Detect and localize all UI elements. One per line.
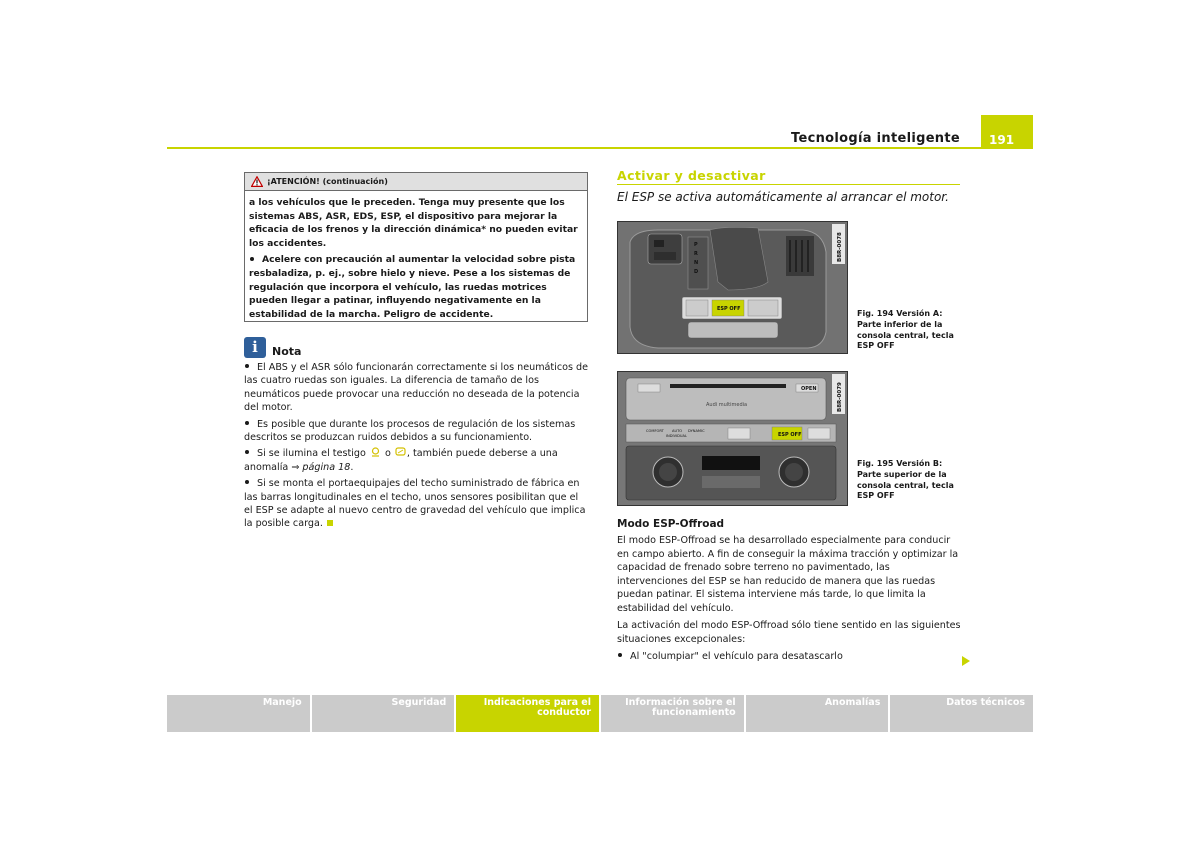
console-upper-illustration (618, 372, 847, 505)
nota-body (244, 361, 589, 534)
page-number: 191 (981, 115, 1033, 149)
auto-label: AUTO (672, 429, 683, 433)
offroad-bullet (617, 650, 962, 664)
nota-item-text: Es posible que durante los procesos de regulación de los sistemas descritos se produzcan ruidos debidos a su funcionamiento. (244, 418, 576, 444)
bullet-icon (245, 364, 249, 368)
offroad-heading: Modo ESP-Offroad (617, 518, 725, 530)
gear-d-label: D (694, 269, 699, 275)
figure-code: B8R-0078 (837, 232, 843, 262)
bullet-icon (245, 480, 249, 484)
individual-label: INDIVIDUAL (666, 434, 687, 438)
nota-item-text: o (384, 448, 391, 460)
end-marker-icon (327, 520, 333, 526)
warning-header (245, 173, 587, 191)
heading-rule (617, 184, 960, 185)
info-icon: i (244, 337, 266, 358)
gear-n-label: N (694, 260, 699, 266)
esp-warning-icon (395, 447, 406, 457)
nav-tab-indicaciones[interactable]: Indicaciones para el conductor (456, 695, 599, 732)
nota-item-text: Si se ilumina el testigo (257, 448, 366, 460)
bullet-icon (245, 450, 249, 454)
nota-item-text: . (350, 461, 354, 473)
nav-tab-manejo[interactable]: Manejo (167, 695, 310, 732)
figure-194 (617, 221, 848, 354)
continue-arrow-icon[interactable] (962, 656, 970, 666)
figure-195 (617, 371, 848, 506)
nav-tab-informacion[interactable]: Información sobre el funcionamiento (601, 695, 744, 732)
figure-code: B8R-0079 (837, 382, 843, 412)
offroad-bullet-text: Al "columpiar" el vehículo para desatascarlo (630, 651, 843, 662)
offroad-body (617, 534, 962, 668)
header-rule (167, 147, 1033, 149)
nota-item (244, 447, 589, 474)
comfort-label: COMFORT (646, 429, 664, 433)
bullet-icon (245, 421, 249, 425)
nota-item-text: El ABS y el ASR sólo funcionarán correctamente si los neumáticos de las cuatro ruedas son iguales. La diferencia de tamaño de los neumáticos puede provocar una reducción no deseada de la potencia del motor. (244, 362, 589, 414)
offroad-paragraph: La activación del modo ESP-Offroad sólo tiene sentido en las siguientes situaciones excepcionales: (617, 620, 961, 645)
nav-tab-datos[interactable]: Datos técnicos (890, 695, 1033, 732)
open-key-label: OPEN (801, 386, 817, 392)
warning-triangle-icon (251, 176, 263, 187)
section-title: Tecnología inteligente (791, 131, 960, 146)
gear-p-label: P (694, 242, 698, 248)
offroad-paragraph: El modo ESP-Offroad se ha desarrollado especialmente para conducir en campo abierto. A fin de conseguir la máxima tracción y optimizar la capacidad de frenado sobre terreno no pavimentado, las intervenciones del ESP se han reducido de manera que las ruedas puedan patinar. El sistema interviene más tarde, lo que limita la estabilidad del vehículo. (617, 535, 959, 614)
esp-off-key-label: ESP OFF (717, 306, 741, 312)
nav-tab-seguridad[interactable]: Seguridad (312, 695, 455, 732)
warning-title: ¡ATENCIÓN! (continuación) (267, 176, 388, 186)
warning-body (245, 191, 587, 321)
mmi-label: Audi multimedia (706, 402, 748, 408)
warning-paragraph: a los vehículos que le preceden. Tenga muy presente que los sistemas ABS, ASR, EDS, ESP, el dispositivo para mejorar la eficacia de los frenos y la dirección dinámica* no pueden evitar los accidentes. (249, 197, 578, 249)
chapter-nav (167, 695, 1033, 732)
console-lower-illustration (618, 222, 847, 353)
section-heading: Activar y desactivar (617, 168, 766, 183)
section-subtitle: El ESP se activa automáticamente al arrancar el motor. (617, 190, 949, 204)
esp-off-key-label: ESP OFF (778, 432, 802, 438)
nota-item (244, 418, 589, 445)
warning-bullet-text: Acelere con precaución al aumentar la velocidad sobre pista resbaladiza, p. ej., sobre hielo y nieve. Pese a los sistemas de regulación que incorpora el vehículo, las ruedas motrices pueden llegar a patinar, influyendo negativamente en la estabilidad de la marcha. Peligro de accidente. (249, 254, 576, 320)
dynamic-label: DYNAMIC (688, 429, 705, 433)
nav-tab-anomalias[interactable]: Anomalías (746, 695, 889, 732)
warning-box (244, 172, 588, 322)
bullet-icon (250, 257, 254, 261)
headlight-warning-icon (370, 447, 381, 457)
nota-item (244, 477, 589, 531)
warning-bullet (249, 253, 581, 321)
page-link[interactable]: página 18 (302, 461, 351, 473)
figure-195-caption: Fig. 195 Versión B: Parte superior de la consola central, tecla ESP OFF (857, 459, 954, 501)
nota-title: Nota (272, 345, 302, 358)
bullet-icon (618, 653, 622, 657)
nota-item-text: , también puede deberse a una anomalía ⇒ (244, 448, 558, 473)
nota-item-text: Si se monta el portaequipajes del techo suministrado de fábrica en las barras longitudinales en el techo, unos sensores posibilitan que el el ESP se adapte al nuevo centro de gravedad del vehículo que implica la posible carga. (244, 478, 586, 530)
gear-r-label: R (694, 251, 698, 257)
figure-194-caption: Fig. 194 Versión A: Parte inferior de la consola central, tecla ESP OFF (857, 309, 954, 351)
nota-item (244, 361, 589, 415)
